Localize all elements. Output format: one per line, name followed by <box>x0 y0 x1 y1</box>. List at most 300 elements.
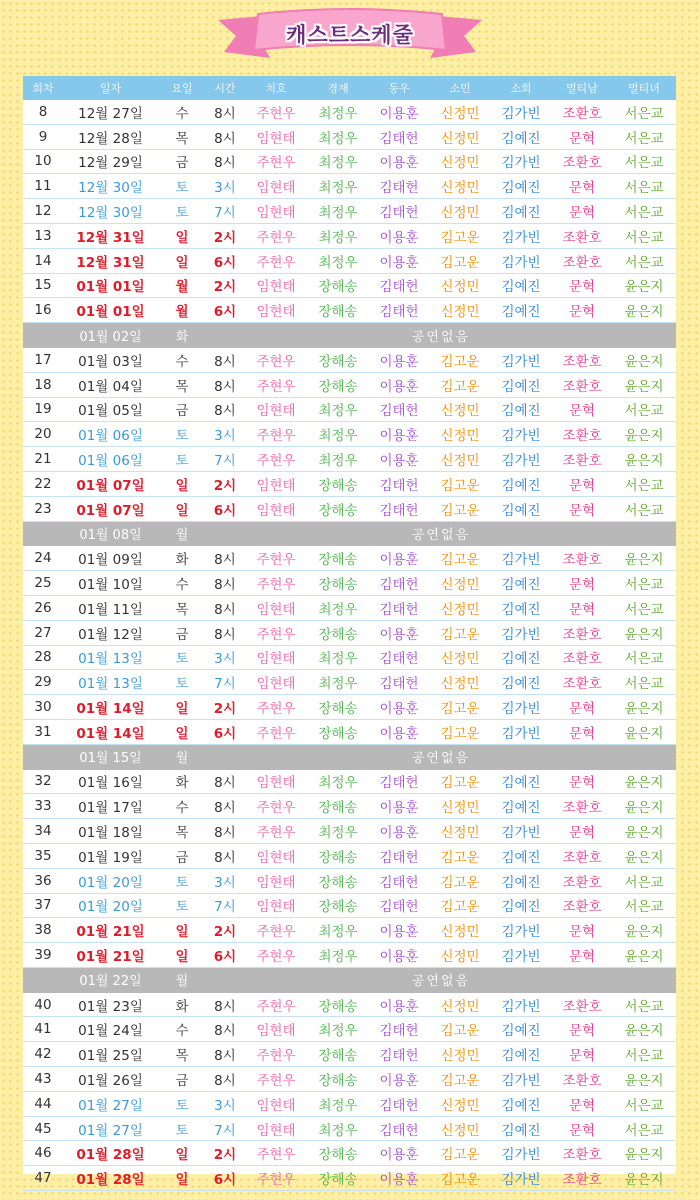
time-cell: 8시 <box>206 843 244 868</box>
weekday-cell: 토 <box>158 447 206 472</box>
cast-cell: 최정우 <box>308 819 368 844</box>
cast-cell: 김고운 <box>430 620 490 645</box>
schedule-row <box>23 298 676 323</box>
cast-cell: 김고운 <box>430 372 490 397</box>
date-cell: 01월 21일 <box>63 943 158 968</box>
cast-cell: 서은교 <box>612 471 676 496</box>
cast-cell: 서은교 <box>612 868 676 893</box>
weekday-cell: 일 <box>158 223 206 248</box>
round-cell: 31 <box>23 719 63 744</box>
title-banner <box>0 6 700 66</box>
no-show-label: 공연없음 <box>206 744 676 769</box>
date-cell: 01월 09일 <box>63 546 158 571</box>
cast-cell: 문혁 <box>552 595 612 620</box>
cast-cell: 윤은지 <box>612 794 676 819</box>
round-cell: 43 <box>23 1067 63 1092</box>
schedule-row <box>23 719 676 744</box>
round-cell: 37 <box>23 893 63 918</box>
cast-cell: 주현우 <box>244 571 308 596</box>
round-cell: 44 <box>23 1091 63 1116</box>
cast-cell: 조환호 <box>552 1141 612 1166</box>
round-cell <box>23 521 63 546</box>
cast-cell: 김가빈 <box>490 695 552 720</box>
cast-cell: 김예진 <box>490 298 552 323</box>
schedule-row <box>23 1042 676 1067</box>
round-cell <box>23 323 63 348</box>
cast-cell: 장해송 <box>308 695 368 720</box>
time-cell: 8시 <box>206 794 244 819</box>
time-cell: 7시 <box>206 447 244 472</box>
date-cell: 01월 21일 <box>63 918 158 943</box>
cast-cell: 장해송 <box>308 298 368 323</box>
cast-cell: 김태헌 <box>368 670 430 695</box>
round-cell: 40 <box>23 992 63 1017</box>
cast-cell: 김예진 <box>490 843 552 868</box>
cast-cell: 서은교 <box>612 199 676 224</box>
cast-cell: 김가빈 <box>490 546 552 571</box>
cast-cell: 조환호 <box>552 1166 612 1191</box>
round-cell: 42 <box>23 1042 63 1067</box>
date-cell: 01월 17일 <box>63 794 158 819</box>
cast-cell: 장해송 <box>308 347 368 372</box>
time-cell: 8시 <box>206 546 244 571</box>
date-cell: 01월 18일 <box>63 819 158 844</box>
column-header: 치호 <box>244 76 308 100</box>
cast-cell: 윤은지 <box>612 719 676 744</box>
no-show-row <box>23 521 676 546</box>
no-show-label: 공연없음 <box>206 323 676 348</box>
date-cell: 01월 28일 <box>63 1141 158 1166</box>
date-cell: 01월 15일 <box>63 744 158 769</box>
cast-cell: 장해송 <box>308 1042 368 1067</box>
cast-cell: 김예진 <box>490 868 552 893</box>
cast-cell: 임현태 <box>244 645 308 670</box>
cast-cell: 장해송 <box>308 893 368 918</box>
schedule-row <box>23 571 676 596</box>
cast-cell: 조환호 <box>552 670 612 695</box>
cast-cell: 서은교 <box>612 248 676 273</box>
date-cell: 12월 31일 <box>63 248 158 273</box>
cast-cell: 김고운 <box>430 1141 490 1166</box>
time-cell: 3시 <box>206 174 244 199</box>
cast-cell: 임현태 <box>244 769 308 794</box>
weekday-cell: 화 <box>158 769 206 794</box>
date-cell: 01월 23일 <box>63 992 158 1017</box>
schedule-row <box>23 174 676 199</box>
schedule-row <box>23 645 676 670</box>
cast-cell: 최정우 <box>308 223 368 248</box>
schedule-row <box>23 471 676 496</box>
cast-cell: 장해송 <box>308 496 368 521</box>
cast-cell: 윤은지 <box>612 918 676 943</box>
cast-cell: 문혁 <box>552 918 612 943</box>
cast-cell: 주현우 <box>244 794 308 819</box>
no-show-label: 공연없음 <box>206 521 676 546</box>
weekday-cell: 토 <box>158 893 206 918</box>
schedule-row <box>23 546 676 571</box>
weekday-cell: 수 <box>158 1017 206 1042</box>
cast-cell: 김고운 <box>430 868 490 893</box>
time-cell: 8시 <box>206 149 244 174</box>
cast-cell: 윤은지 <box>612 1166 676 1191</box>
date-cell: 12월 30일 <box>63 199 158 224</box>
cast-cell: 김태헌 <box>368 496 430 521</box>
date-cell: 12월 27일 <box>63 100 158 124</box>
cast-cell: 김가빈 <box>490 100 552 124</box>
cast-cell: 주현우 <box>244 992 308 1017</box>
cast-cell: 김고운 <box>430 496 490 521</box>
round-cell: 14 <box>23 248 63 273</box>
date-cell: 01월 27일 <box>63 1116 158 1141</box>
time-cell: 7시 <box>206 1116 244 1141</box>
cast-cell: 문혁 <box>552 769 612 794</box>
weekday-cell: 목 <box>158 595 206 620</box>
weekday-cell: 일 <box>158 248 206 273</box>
time-cell: 7시 <box>206 670 244 695</box>
time-cell: 2시 <box>206 918 244 943</box>
cast-cell: 김예진 <box>490 1017 552 1042</box>
cast-cell: 최정우 <box>308 1091 368 1116</box>
column-header: 동우 <box>368 76 430 100</box>
cast-cell: 서은교 <box>612 149 676 174</box>
round-cell: 15 <box>23 273 63 298</box>
round-cell: 46 <box>23 1141 63 1166</box>
cast-cell: 조환호 <box>552 794 612 819</box>
cast-cell: 주현우 <box>244 422 308 447</box>
cast-cell: 김태헌 <box>368 397 430 422</box>
cast-cell: 신정민 <box>430 670 490 695</box>
round-cell: 41 <box>23 1017 63 1042</box>
weekday-cell: 일 <box>158 471 206 496</box>
cast-cell: 김태헌 <box>368 174 430 199</box>
header-row <box>23 76 676 100</box>
round-cell: 28 <box>23 645 63 670</box>
weekday-cell: 일 <box>158 943 206 968</box>
cast-cell: 서은교 <box>612 645 676 670</box>
date-cell: 01월 03일 <box>63 347 158 372</box>
cast-cell: 김예진 <box>490 397 552 422</box>
cast-cell: 이용훈 <box>368 620 430 645</box>
cast-cell: 김태헌 <box>368 595 430 620</box>
cast-cell: 임현태 <box>244 893 308 918</box>
round-cell: 36 <box>23 868 63 893</box>
time-cell: 8시 <box>206 620 244 645</box>
weekday-cell: 금 <box>158 843 206 868</box>
time-cell: 7시 <box>206 893 244 918</box>
round-cell: 45 <box>23 1116 63 1141</box>
cast-cell: 조환호 <box>552 843 612 868</box>
cast-cell: 문혁 <box>552 943 612 968</box>
cast-cell: 김가빈 <box>490 918 552 943</box>
date-cell: 01월 20일 <box>63 868 158 893</box>
cast-cell: 윤은지 <box>612 347 676 372</box>
no-show-row <box>23 967 676 992</box>
weekday-cell: 일 <box>158 496 206 521</box>
cast-cell: 김태헌 <box>368 199 430 224</box>
time-cell: 3시 <box>206 1091 244 1116</box>
schedule-row <box>23 843 676 868</box>
time-cell: 7시 <box>206 199 244 224</box>
cast-cell: 서은교 <box>612 496 676 521</box>
cast-cell: 김예진 <box>490 174 552 199</box>
cast-cell: 장해송 <box>308 992 368 1017</box>
cast-cell: 장해송 <box>308 571 368 596</box>
cast-cell: 주현우 <box>244 447 308 472</box>
round-cell: 39 <box>23 943 63 968</box>
round-cell: 27 <box>23 620 63 645</box>
cast-cell: 김고운 <box>430 546 490 571</box>
cast-cell: 김태헌 <box>368 1017 430 1042</box>
date-cell: 01월 13일 <box>63 670 158 695</box>
cast-cell: 김고운 <box>430 769 490 794</box>
weekday-cell: 수 <box>158 571 206 596</box>
time-cell: 3시 <box>206 422 244 447</box>
cast-cell: 김예진 <box>490 769 552 794</box>
cast-cell: 김태헌 <box>368 843 430 868</box>
cast-cell: 서은교 <box>612 100 676 124</box>
cast-cell: 윤은지 <box>612 1017 676 1042</box>
cast-cell: 신정민 <box>430 397 490 422</box>
cast-cell: 신정민 <box>430 124 490 149</box>
cast-cell: 최정우 <box>308 447 368 472</box>
column-header: 시간 <box>206 76 244 100</box>
time-cell: 8시 <box>206 372 244 397</box>
cast-cell: 임현태 <box>244 124 308 149</box>
cast-cell: 조환호 <box>552 223 612 248</box>
round-cell: 16 <box>23 298 63 323</box>
column-header: 일자 <box>63 76 158 100</box>
time-cell: 8시 <box>206 124 244 149</box>
weekday-cell: 목 <box>158 1042 206 1067</box>
cast-cell: 조환호 <box>552 447 612 472</box>
schedule-row <box>23 695 676 720</box>
time-cell: 6시 <box>206 248 244 273</box>
cast-cell: 서은교 <box>612 1042 676 1067</box>
weekday-cell: 월 <box>158 273 206 298</box>
cast-cell: 장해송 <box>308 1067 368 1092</box>
time-cell: 8시 <box>206 819 244 844</box>
cast-cell: 임현태 <box>244 471 308 496</box>
cast-cell: 신정민 <box>430 918 490 943</box>
cast-cell: 임현태 <box>244 868 308 893</box>
round-cell: 8 <box>23 100 63 124</box>
cast-cell: 김태헌 <box>368 471 430 496</box>
date-cell: 01월 14일 <box>63 695 158 720</box>
schedule-row <box>23 372 676 397</box>
cast-cell: 신정민 <box>430 298 490 323</box>
round-cell: 30 <box>23 695 63 720</box>
time-cell: 2시 <box>206 223 244 248</box>
cast-cell: 최정우 <box>308 943 368 968</box>
cast-cell: 문혁 <box>552 1091 612 1116</box>
cast-cell: 서은교 <box>612 397 676 422</box>
cast-cell: 신정민 <box>430 199 490 224</box>
time-cell: 8시 <box>206 397 244 422</box>
date-cell: 01월 20일 <box>63 893 158 918</box>
cast-cell: 신정민 <box>430 645 490 670</box>
cast-cell: 문혁 <box>552 496 612 521</box>
cast-cell: 최정우 <box>308 769 368 794</box>
weekday-cell: 토 <box>158 1116 206 1141</box>
time-cell: 2시 <box>206 273 244 298</box>
cast-cell: 문혁 <box>552 819 612 844</box>
cast-cell: 이용훈 <box>368 223 430 248</box>
cast-cell: 장해송 <box>308 868 368 893</box>
cast-cell: 김가빈 <box>490 422 552 447</box>
cast-cell: 최정우 <box>308 397 368 422</box>
cast-cell: 윤은지 <box>612 546 676 571</box>
round-cell: 34 <box>23 819 63 844</box>
cast-cell: 문혁 <box>552 124 612 149</box>
date-cell: 01월 08일 <box>63 521 158 546</box>
cast-cell: 신정민 <box>430 100 490 124</box>
cast-cell: 최정우 <box>308 1116 368 1141</box>
cast-cell: 김가빈 <box>490 943 552 968</box>
cast-cell: 장해송 <box>308 843 368 868</box>
cast-cell: 김고운 <box>430 893 490 918</box>
date-cell: 01월 07일 <box>63 496 158 521</box>
cast-cell: 김태헌 <box>368 124 430 149</box>
weekday-cell: 금 <box>158 620 206 645</box>
cast-cell: 최정우 <box>308 918 368 943</box>
cast-cell: 신정민 <box>430 1116 490 1141</box>
weekday-cell: 토 <box>158 670 206 695</box>
weekday-cell: 토 <box>158 422 206 447</box>
cast-cell: 주현우 <box>244 372 308 397</box>
cast-cell: 조환호 <box>552 149 612 174</box>
cast-cell: 서은교 <box>612 1116 676 1141</box>
cast-cell: 조환호 <box>552 992 612 1017</box>
cast-cell: 조환호 <box>552 347 612 372</box>
cast-cell: 문혁 <box>552 397 612 422</box>
cast-cell: 김가빈 <box>490 347 552 372</box>
weekday-cell: 토 <box>158 1091 206 1116</box>
cast-cell: 임현태 <box>244 595 308 620</box>
cast-cell: 임현태 <box>244 397 308 422</box>
cast-cell: 주현우 <box>244 918 308 943</box>
weekday-cell: 화 <box>158 546 206 571</box>
cast-cell: 이용훈 <box>368 1166 430 1191</box>
cast-cell: 윤은지 <box>612 695 676 720</box>
schedule-row <box>23 1017 676 1042</box>
date-cell: 01월 14일 <box>63 719 158 744</box>
cast-cell: 서은교 <box>612 670 676 695</box>
date-cell: 01월 27일 <box>63 1091 158 1116</box>
date-cell: 01월 11일 <box>63 595 158 620</box>
cast-cell: 김태헌 <box>368 273 430 298</box>
schedule-row <box>23 868 676 893</box>
time-cell: 8시 <box>206 1042 244 1067</box>
date-cell: 01월 12일 <box>63 620 158 645</box>
weekday-cell: 일 <box>158 695 206 720</box>
time-cell: 2시 <box>206 471 244 496</box>
cast-cell: 김가빈 <box>490 447 552 472</box>
weekday-cell: 수 <box>158 347 206 372</box>
cast-cell: 윤은지 <box>612 769 676 794</box>
cast-cell: 김가빈 <box>490 992 552 1017</box>
cast-cell: 김가빈 <box>490 819 552 844</box>
schedule-row <box>23 199 676 224</box>
cast-cell: 문혁 <box>552 695 612 720</box>
time-cell: 6시 <box>206 719 244 744</box>
cast-cell: 주현우 <box>244 695 308 720</box>
schedule-row <box>23 496 676 521</box>
cast-cell: 주현우 <box>244 620 308 645</box>
cast-cell: 조환호 <box>552 1067 612 1092</box>
cast-cell: 장해송 <box>308 794 368 819</box>
time-cell: 3시 <box>206 868 244 893</box>
schedule-row <box>23 595 676 620</box>
cast-cell: 임현태 <box>244 496 308 521</box>
cast-schedule-table <box>23 76 676 1191</box>
cast-cell: 김태헌 <box>368 1091 430 1116</box>
cast-cell: 김고운 <box>430 695 490 720</box>
weekday-cell: 토 <box>158 868 206 893</box>
weekday-cell: 화 <box>158 323 206 348</box>
cast-cell: 신정민 <box>430 273 490 298</box>
cast-cell: 김고운 <box>430 248 490 273</box>
weekday-cell: 월 <box>158 298 206 323</box>
cast-cell: 신정민 <box>430 992 490 1017</box>
date-cell: 01월 19일 <box>63 843 158 868</box>
cast-cell: 주현우 <box>244 1042 308 1067</box>
cast-cell: 주현우 <box>244 719 308 744</box>
cast-cell: 김고운 <box>430 347 490 372</box>
cast-cell: 최정우 <box>308 645 368 670</box>
cast-cell: 김태헌 <box>368 645 430 670</box>
cast-cell: 김예진 <box>490 471 552 496</box>
cast-cell: 김태헌 <box>368 868 430 893</box>
date-cell: 12월 29일 <box>63 149 158 174</box>
cast-cell: 김예진 <box>490 496 552 521</box>
schedule-sheet <box>23 76 676 1189</box>
cast-cell: 장해송 <box>308 719 368 744</box>
cast-cell: 윤은지 <box>612 273 676 298</box>
schedule-row <box>23 124 676 149</box>
schedule-row <box>23 893 676 918</box>
cast-cell: 임현태 <box>244 1116 308 1141</box>
cast-cell: 신정민 <box>430 794 490 819</box>
time-cell: 8시 <box>206 992 244 1017</box>
round-cell: 19 <box>23 397 63 422</box>
cast-cell: 장해송 <box>308 372 368 397</box>
cast-cell: 김태헌 <box>368 893 430 918</box>
round-cell: 35 <box>23 843 63 868</box>
weekday-cell: 토 <box>158 199 206 224</box>
cast-cell: 신정민 <box>430 149 490 174</box>
schedule-row <box>23 620 676 645</box>
weekday-cell: 월 <box>158 967 206 992</box>
cast-cell: 주현우 <box>244 1166 308 1191</box>
cast-cell: 조환호 <box>552 546 612 571</box>
cast-cell: 이용훈 <box>368 695 430 720</box>
cast-cell: 장해송 <box>308 471 368 496</box>
cast-cell: 문혁 <box>552 719 612 744</box>
date-cell: 01월 01일 <box>63 273 158 298</box>
round-cell: 29 <box>23 670 63 695</box>
cast-cell: 김고운 <box>430 719 490 744</box>
round-cell: 32 <box>23 769 63 794</box>
time-cell: 6시 <box>206 496 244 521</box>
schedule-row <box>23 1141 676 1166</box>
cast-cell: 신정민 <box>430 943 490 968</box>
time-cell: 6시 <box>206 943 244 968</box>
round-cell: 33 <box>23 794 63 819</box>
cast-cell: 서은교 <box>612 893 676 918</box>
cast-cell: 김가빈 <box>490 1067 552 1092</box>
cast-cell: 최정우 <box>308 174 368 199</box>
date-cell: 01월 22일 <box>63 967 158 992</box>
